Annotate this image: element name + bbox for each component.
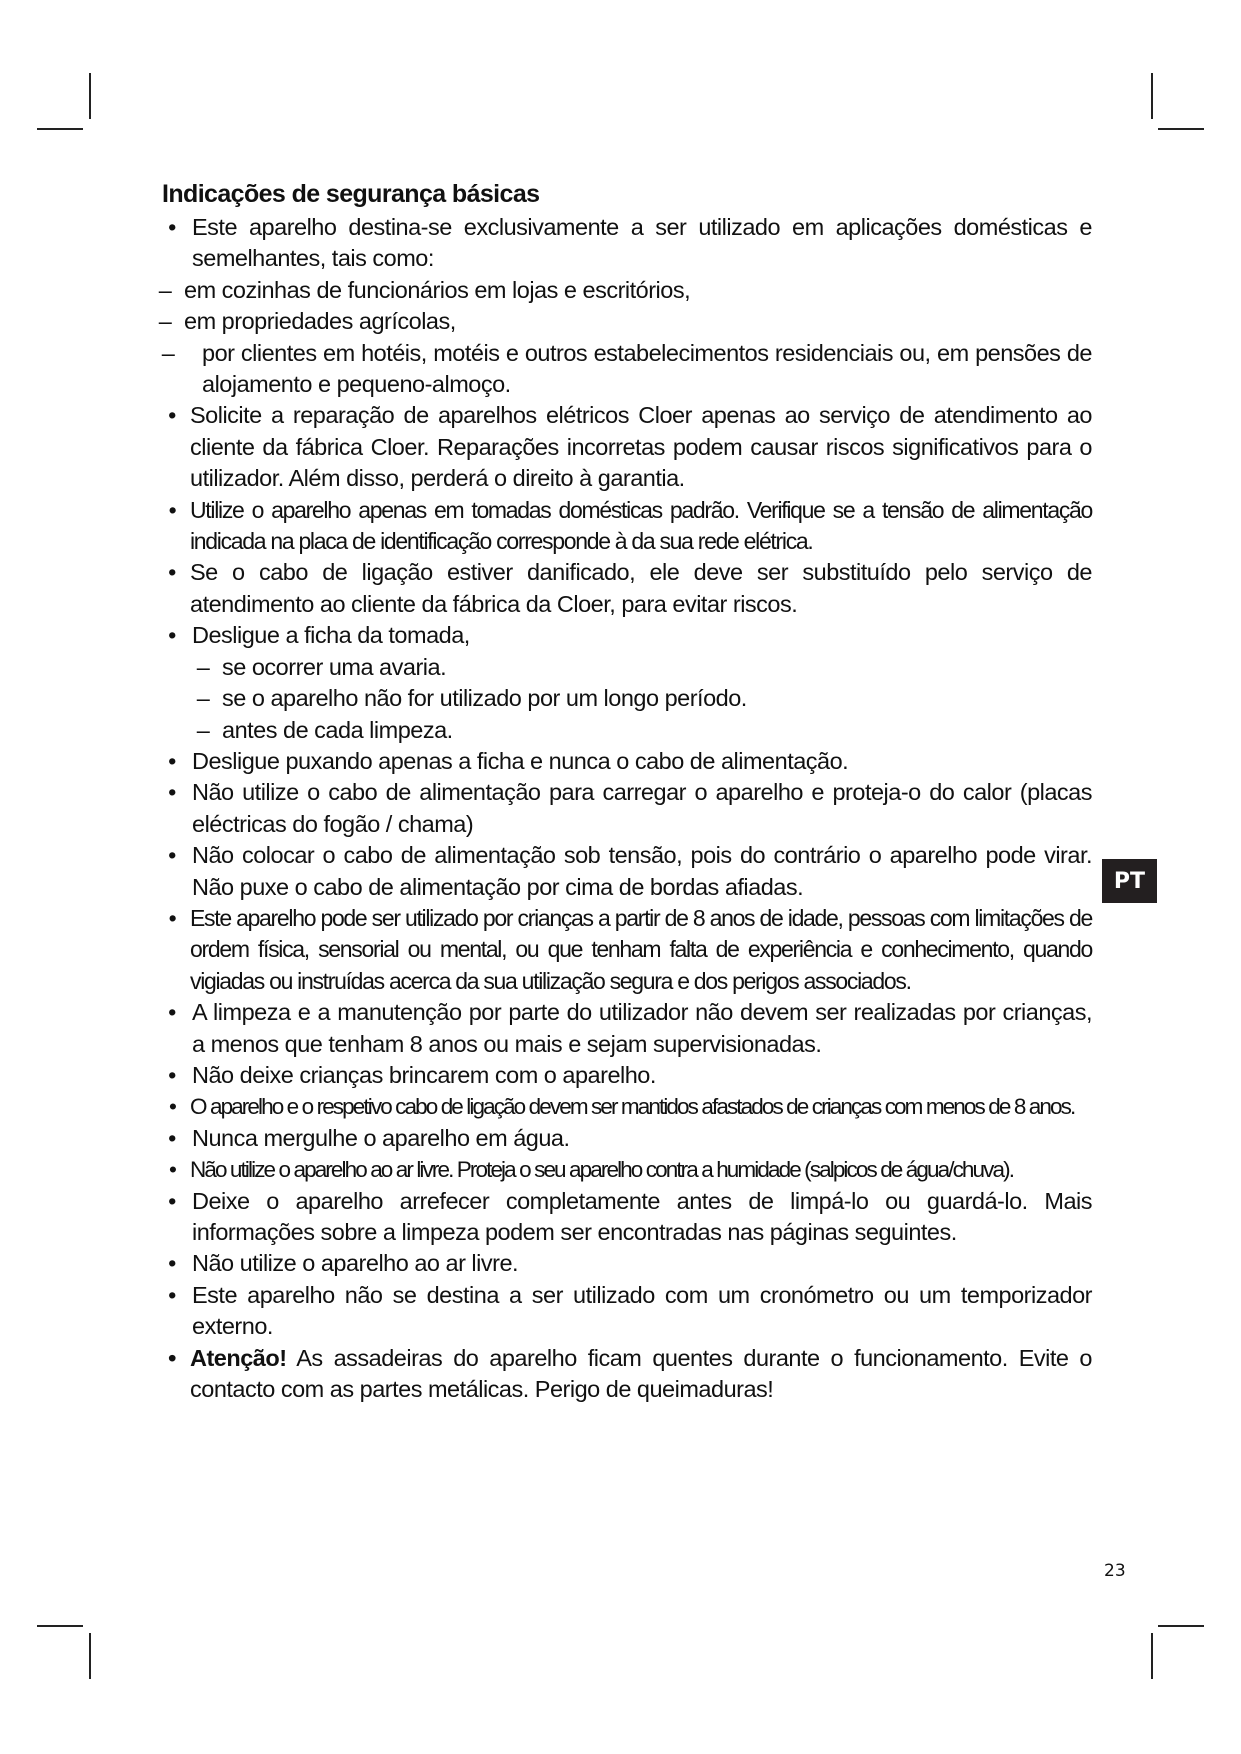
item-text: Não deixe crianças brincarem com o aparelho. xyxy=(192,1061,656,1088)
crop-mark-bottom-left-horizontal xyxy=(37,1625,83,1627)
item-text: Desligue a ficha da tomada, xyxy=(192,622,470,649)
list-item xyxy=(162,212,1092,275)
item-text: Se o cabo de ligação estiver danificado, ele deve ser substituído pelo serviço de atendimento ao cliente da fábrica da Cloer, para evitar riscos. xyxy=(190,559,1092,617)
list-item xyxy=(162,620,1092,651)
item-text: Nunca mergulhe o aparelho em água. xyxy=(192,1124,570,1151)
bullet-marker: • xyxy=(168,779,176,806)
item-text: A limpeza e a manutenção por parte do utilizador não devem ser realizadas por crianças, a menos que tenham 8 anos ou mais e sejam supervisionadas. xyxy=(192,999,1092,1057)
item-text: se ocorrer uma avaria. xyxy=(222,653,447,680)
crop-mark-bottom-right-horizontal xyxy=(1158,1625,1204,1627)
list-item xyxy=(162,400,1092,494)
bullet-marker: • xyxy=(168,842,176,869)
bullet-marker: • xyxy=(168,1187,176,1214)
dash-marker: – xyxy=(158,276,172,303)
dash-marker: – xyxy=(158,308,172,335)
bullet-marker: • xyxy=(168,1250,176,1277)
safety-list xyxy=(158,212,1093,1405)
item-text: Deixe o aparelho arrefecer completamente antes de limpá-lo ou guardá-lo. Mais informações sobre a limpeza podem ser encontradas nas páginas seguintes. xyxy=(192,1187,1092,1245)
dash-marker: – xyxy=(196,685,210,712)
item-text: Utilize o aparelho apenas em tomadas domésticas padrão. Verifique se a tensão de alimentação indicada na placa de identificação corresponde à da sua rede elétrica. xyxy=(190,496,1092,555)
list-item xyxy=(162,746,1092,777)
list-item xyxy=(162,1248,1092,1279)
dash-marker: – xyxy=(196,653,210,680)
crop-mark-top-right-horizontal xyxy=(1158,128,1204,130)
bullet-marker: • xyxy=(168,1124,176,1151)
item-text: Não colocar o cabo de alimentação sob tensão, pois do contrário o aparelho pode virar. Não puxe o cabo de alimentação por cima de bordas afiadas. xyxy=(192,842,1092,900)
bullet-marker: • xyxy=(168,1061,176,1088)
list-item xyxy=(162,1091,1092,1122)
bullet-marker: • xyxy=(168,1344,176,1371)
item-text: antes de cada limpeza. xyxy=(222,716,453,743)
bullet-marker: • xyxy=(169,1157,175,1183)
item-text: Não utilize o cabo de alimentação para carregar o aparelho e proteja-o do calor (placas eléctricas do fogão / chama) xyxy=(192,779,1092,837)
page-number: 23 xyxy=(1104,1561,1126,1581)
list-item xyxy=(162,1154,1092,1185)
list-item xyxy=(162,1186,1092,1249)
bullet-marker: • xyxy=(168,1281,176,1308)
warning-label: Atenção! xyxy=(190,1344,287,1371)
item-text: Este aparelho não se destina a ser utilizado com um cronómetro ou um temporizador externo. xyxy=(192,1281,1092,1340)
bullet-marker: • xyxy=(168,747,176,774)
dash-marker: – xyxy=(196,716,210,743)
list-item-sub xyxy=(154,275,1092,306)
crop-mark-top-right-vertical xyxy=(1151,73,1153,119)
list-item xyxy=(162,1280,1092,1343)
item-text: Este aparelho destina-se exclusivamente a ser utilizado em aplicações domésticas e semelhantes, tais como: xyxy=(192,214,1092,272)
bullet-marker: • xyxy=(168,496,176,523)
safety-section xyxy=(158,178,1093,1405)
bullet-marker: • xyxy=(168,559,176,586)
dash-marker: – xyxy=(161,339,175,366)
bullet-marker: • xyxy=(168,214,176,240)
item-text: Não utilize o aparelho ao ar livre. Proteja o seu aparelho contra a humidade (salpicos de água/chuva). xyxy=(190,1157,1014,1183)
language-tab: PT xyxy=(1102,859,1157,903)
crop-mark-top-left-horizontal xyxy=(37,128,83,130)
bullet-marker: • xyxy=(168,402,176,429)
list-item xyxy=(162,495,1092,558)
item-text: por clientes em hotéis, motéis e outros estabelecimentos residenciais ou, em pensões de alojamento e pequeno-almoço. xyxy=(202,339,1092,398)
list-item xyxy=(162,557,1092,620)
item-text: Este aparelho pode ser utilizado por crianças a partir de 8 anos de idade, pessoas com limitações de ordem física, sensorial ou mental, ou que tenham falta de experiência e conhecimento, quando vigiadas ou instruídas acerca da sua utilização segura e dos perigos associados. xyxy=(190,904,1092,994)
item-text: As assadeiras do aparelho ficam quentes durante o funcionamento. Evite o contacto com as partes metálicas. Perigo de queimaduras! xyxy=(190,1344,1093,1403)
item-text: em cozinhas de funcionários em lojas e escritórios, xyxy=(184,276,691,303)
item-text: O aparelho e o respetivo cabo de ligação devem ser mantidos afastados de crianças com menos de 8 anos. xyxy=(190,1094,1075,1120)
section-heading: Indicações de segurança básicas xyxy=(162,180,540,208)
item-text: Não utilize o aparelho ao ar livre. xyxy=(192,1250,519,1277)
bullet-marker: • xyxy=(168,904,176,931)
list-item-sub xyxy=(154,306,1092,337)
bullet-marker: • xyxy=(168,999,176,1026)
bullet-marker: • xyxy=(168,622,176,649)
list-item xyxy=(162,1060,1092,1091)
list-item-sub xyxy=(192,715,1092,746)
crop-mark-bottom-right-vertical xyxy=(1151,1633,1153,1679)
item-text: Solicite a reparação de aparelhos elétricos Cloer apenas ao serviço de atendimento ao cliente da fábrica Cloer. Reparações incorretas podem causar riscos significativos para o utilizador. Além disso, perderá o direito à garantia. xyxy=(190,402,1092,492)
crop-mark-bottom-left-vertical xyxy=(89,1633,91,1679)
item-text: em propriedades agrícolas, xyxy=(184,308,456,335)
list-item xyxy=(162,840,1092,903)
list-item-warning xyxy=(162,1343,1092,1406)
list-item xyxy=(162,1123,1092,1154)
list-item-sub xyxy=(192,683,1092,714)
crop-mark-top-left-vertical xyxy=(89,73,91,119)
item-text: Desligue puxando apenas a ficha e nunca o cabo de alimentação. xyxy=(192,747,849,774)
list-item xyxy=(162,903,1092,997)
list-item-sub xyxy=(154,338,1092,401)
list-item xyxy=(162,997,1092,1060)
item-text: se o aparelho não for utilizado por um longo período. xyxy=(222,685,747,712)
bullet-marker: • xyxy=(169,1094,175,1120)
list-item-sub xyxy=(192,652,1092,683)
list-item xyxy=(162,777,1092,840)
